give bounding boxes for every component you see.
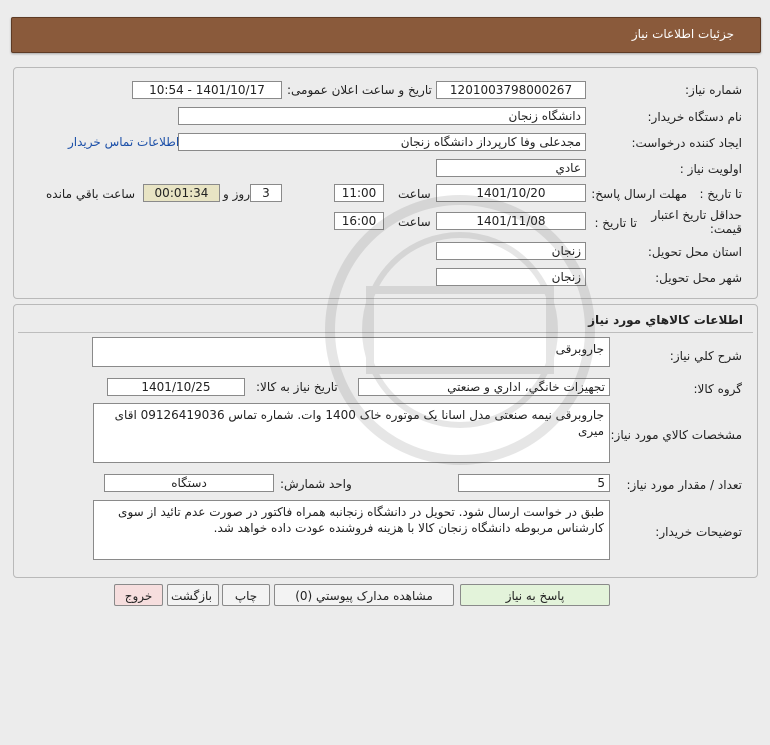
buyer-contact-link[interactable]: اطلاعات تماس خريدار bbox=[68, 135, 180, 149]
need-date-label: تاريخ نياز به کالا: bbox=[256, 380, 338, 394]
announce-field[interactable]: 1401/10/17 - 10:54 bbox=[132, 81, 282, 99]
priority-label: اولويت نياز : bbox=[679, 162, 742, 176]
city-field[interactable]: زنجان bbox=[436, 268, 586, 286]
exit-button[interactable]: خروج bbox=[114, 584, 163, 606]
buyer-org-field[interactable]: دانشگاه زنجان bbox=[178, 107, 586, 125]
validity-time-label: ساعت bbox=[398, 215, 431, 229]
days-label: روز و bbox=[223, 187, 250, 201]
province-field[interactable]: زنجان bbox=[436, 242, 586, 260]
validity-label-2: قيمت: bbox=[709, 222, 742, 236]
deadline-date-field[interactable]: 1401/10/20 bbox=[436, 184, 586, 202]
attachments-button[interactable]: مشاهده مدارک پيوستي (0) bbox=[274, 584, 454, 606]
need-number-label: شماره نياز: bbox=[685, 83, 742, 97]
buyer-org-label: نام دستگاه خريدار: bbox=[647, 110, 742, 124]
unit-label: واحد شمارش: bbox=[280, 477, 352, 491]
need-date-field[interactable]: 1401/10/25 bbox=[107, 378, 245, 396]
group-label: گروه کالا: bbox=[693, 382, 742, 396]
specs-label: مشخصات کالاي مورد نياز: bbox=[610, 428, 742, 442]
general-desc-label: شرح کلي نياز: bbox=[669, 349, 742, 363]
section-divider bbox=[18, 332, 753, 333]
qty-field[interactable]: 5 bbox=[458, 474, 610, 492]
buyer-notes-label: توضيحات خريدار: bbox=[655, 525, 742, 539]
buyer-notes-field[interactable]: طبق در خواست ارسال شود. تحویل در دانشگاه زنجانبه همراه فاکتور در صورت عدم تائید از سوی کارشناس مربوطه دانشگاه زنجان کالا با هزینه فروشنده عودت داده خواهد شد. bbox=[93, 500, 610, 560]
deadline-time-label: ساعت bbox=[398, 187, 431, 201]
unit-field[interactable]: دستگاه bbox=[104, 474, 274, 492]
city-label: شهر محل تحويل: bbox=[655, 271, 742, 285]
creator-field[interactable]: مجدعلی وفا کارپرداز دانشگاه زنجان bbox=[178, 133, 586, 151]
validity-to-date-label: تا تاريخ : bbox=[594, 216, 637, 230]
print-button[interactable]: چاپ bbox=[222, 584, 270, 606]
validity-time-field[interactable]: 16:00 bbox=[334, 212, 384, 230]
remaining-label: ساعت باقي مانده bbox=[46, 187, 136, 201]
deadline-label: مهلت ارسال پاسخ: bbox=[591, 187, 687, 201]
qty-label: تعداد / مقدار مورد نياز: bbox=[626, 478, 742, 492]
priority-field[interactable]: عادي bbox=[436, 159, 586, 177]
back-button[interactable]: بازگشت bbox=[167, 584, 219, 606]
deadline-time-field[interactable]: 11:00 bbox=[334, 184, 384, 202]
reply-button[interactable]: پاسخ به نياز bbox=[460, 584, 610, 606]
page-header bbox=[11, 17, 761, 53]
remaining-time-field: 00:01:34 bbox=[143, 184, 220, 202]
announce-label: تاريخ و ساعت اعلان عمومی: bbox=[287, 83, 432, 97]
deadline-to-date-label: تا تاريخ : bbox=[699, 187, 742, 201]
creator-label: ايجاد کننده درخواست: bbox=[631, 136, 742, 150]
general-desc-field[interactable]: جاروبرقی bbox=[92, 337, 610, 367]
goods-section-title: اطلاعات کالاهاي مورد نياز bbox=[588, 313, 743, 327]
need-number-field[interactable]: 1201003798000267 bbox=[436, 81, 586, 99]
validity-date-field[interactable]: 1401/11/08 bbox=[436, 212, 586, 230]
group-field[interactable]: تجهيزات خانگي، اداري و صنعتي bbox=[358, 378, 610, 396]
need-info-panel bbox=[13, 67, 758, 299]
days-field[interactable]: 3 bbox=[250, 184, 282, 202]
specs-field[interactable]: جاروبرقی نیمه صنعتی مدل اسانا یک موتوره خاک 1400 وات. شماره تماس 09126419036 اقای میری bbox=[93, 403, 610, 463]
province-label: استان محل تحويل: bbox=[647, 245, 742, 259]
validity-label-1: حداقل تاريخ اعتبار bbox=[651, 208, 742, 222]
page-title: جزئيات اطلاعات نياز bbox=[631, 27, 734, 41]
